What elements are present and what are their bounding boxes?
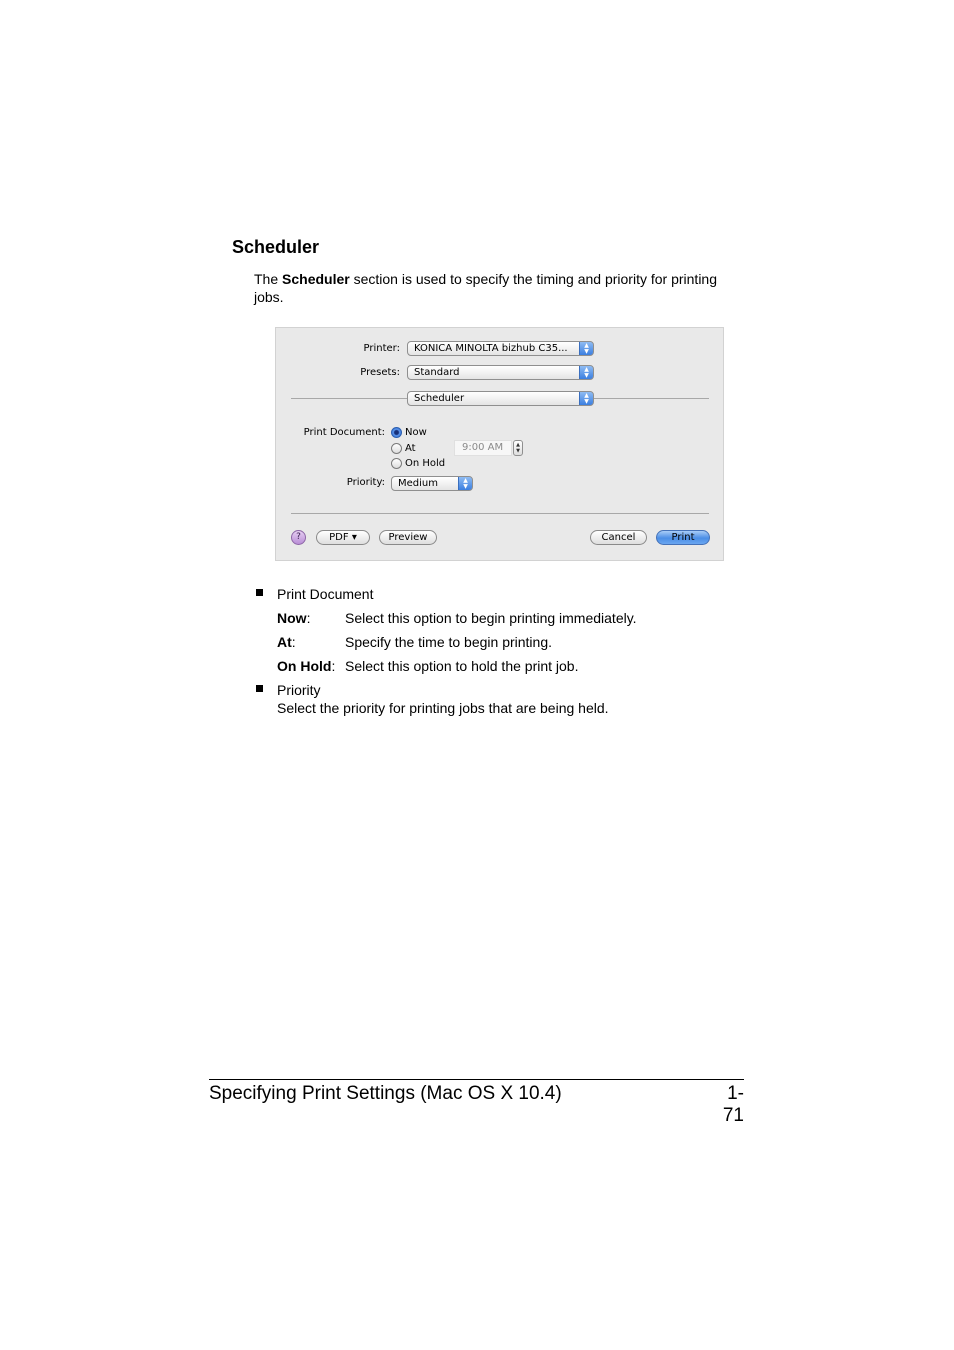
at-term-row bbox=[277, 633, 296, 651]
popup-arrows-icon: ▲ ▼ bbox=[579, 391, 594, 406]
printer-select-value: KONICA MINOLTA bizhub C35... bbox=[414, 343, 568, 354]
divider-right bbox=[594, 398, 709, 399]
presets-select-value: Standard bbox=[414, 367, 460, 378]
panel-select-value: Scheduler bbox=[414, 393, 465, 404]
bullet-square-icon bbox=[256, 685, 263, 692]
radio-now[interactable] bbox=[391, 427, 402, 438]
panel-select[interactable] bbox=[407, 391, 594, 406]
at-description: Specify the time to begin printing. bbox=[345, 634, 553, 650]
footer-rule bbox=[209, 1079, 744, 1080]
time-stepper-icon[interactable]: ▲ ▼ bbox=[513, 440, 523, 456]
on-hold-colon: : bbox=[331, 658, 336, 674]
intro-bold-term: Scheduler bbox=[282, 271, 350, 287]
intro-suffix: section is used to specify the timing and priority for printing jobs. bbox=[254, 271, 718, 305]
bottom-divider bbox=[291, 513, 709, 514]
print-button[interactable]: Print bbox=[656, 530, 710, 545]
bullet-square-icon bbox=[256, 589, 263, 596]
now-term: Now bbox=[277, 610, 307, 626]
radio-now-label: Now bbox=[405, 427, 427, 438]
help-icon[interactable]: ? bbox=[291, 530, 306, 545]
page-number: 1-71 bbox=[722, 1083, 744, 1126]
radio-on-hold[interactable] bbox=[391, 458, 402, 469]
divider-left bbox=[291, 398, 407, 399]
radio-at-label: At bbox=[405, 443, 416, 454]
now-description: Select this option to begin printing immediately. bbox=[345, 610, 637, 626]
radio-at[interactable] bbox=[391, 443, 402, 454]
presets-select[interactable] bbox=[407, 365, 594, 380]
on-hold-term-row bbox=[277, 657, 335, 675]
on-hold-term: On Hold bbox=[277, 658, 332, 674]
on-hold-description: Select this option to hold the print job. bbox=[345, 658, 579, 674]
section-heading: Scheduler bbox=[232, 237, 320, 257]
printer-label: Printer: bbox=[363, 343, 400, 354]
intro-paragraph bbox=[254, 270, 744, 306]
priority-heading: Priority bbox=[277, 682, 321, 698]
printer-select[interactable] bbox=[407, 341, 594, 356]
popup-arrows-icon: ▲ ▼ bbox=[579, 365, 594, 380]
pdf-button[interactable]: PDF ▾ bbox=[316, 530, 370, 545]
at-term: At bbox=[277, 634, 292, 650]
time-field[interactable]: 9:00 AM bbox=[454, 440, 512, 456]
now-term-row bbox=[277, 609, 310, 627]
radio-on-hold-label: On Hold bbox=[405, 458, 446, 469]
priority-label: Priority: bbox=[346, 477, 385, 488]
intro-prefix: The bbox=[254, 271, 283, 287]
footer-title: Specifying Print Settings (Mac OS X 10.4) bbox=[209, 1083, 562, 1104]
priority-description: Select the priority for printing jobs that are being held. bbox=[277, 700, 609, 716]
presets-label: Presets: bbox=[360, 367, 400, 378]
preview-button[interactable]: Preview bbox=[379, 530, 437, 545]
popup-arrows-icon: ▲ ▼ bbox=[458, 476, 473, 491]
print-document-label: Print Document: bbox=[303, 427, 385, 438]
priority-select-value: Medium bbox=[398, 478, 438, 489]
print-document-heading: Print Document bbox=[277, 586, 374, 602]
cancel-button[interactable]: Cancel bbox=[590, 530, 647, 545]
priority-select[interactable] bbox=[391, 476, 473, 491]
print-dialog bbox=[275, 327, 724, 561]
popup-arrows-icon: ▲ ▼ bbox=[579, 341, 594, 356]
now-colon: : bbox=[306, 610, 311, 626]
at-colon: : bbox=[291, 634, 296, 650]
